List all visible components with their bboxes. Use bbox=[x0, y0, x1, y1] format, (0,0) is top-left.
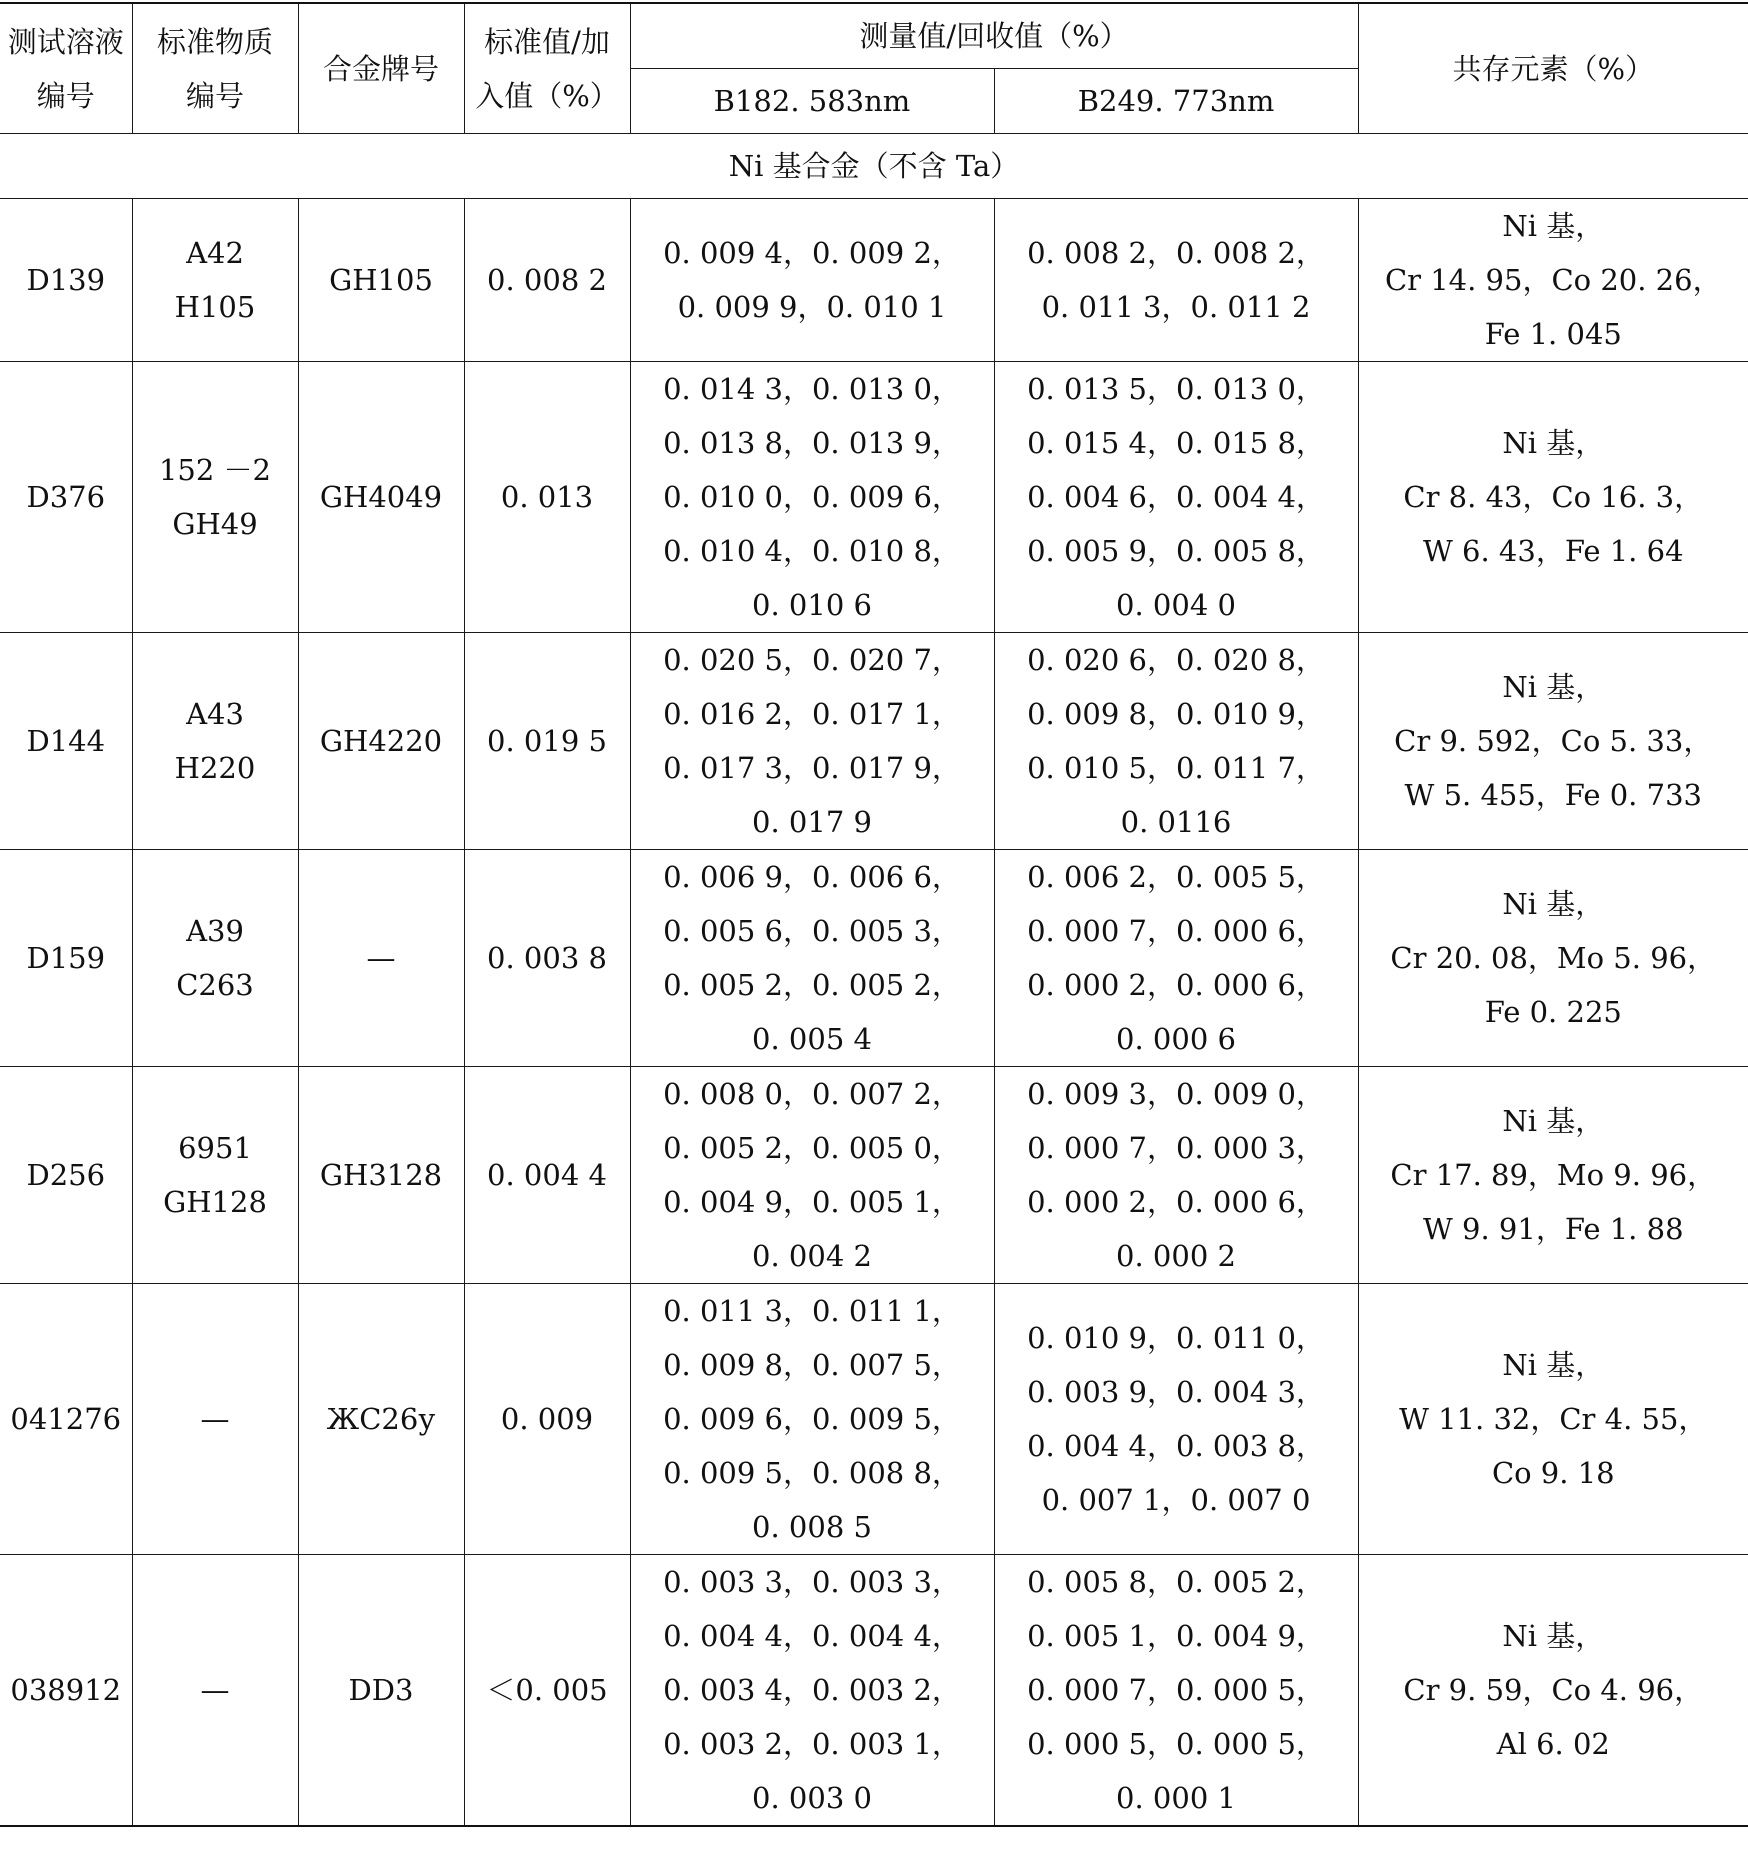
cell-line: 0. 016 2，0. 017 1， bbox=[663, 697, 961, 731]
cell-line: Cr 20. 08，Mo 5. 96， bbox=[1390, 941, 1717, 975]
cell-line: Fe 0. 225 bbox=[1484, 995, 1622, 1029]
cell-line: A42 bbox=[186, 236, 244, 270]
cell-measured-wl2 bbox=[994, 1284, 1358, 1555]
cell-line: Cr 9. 59，Co 4. 96， bbox=[1403, 1673, 1704, 1707]
cell-standard-value: 0. 019 5 bbox=[464, 633, 630, 850]
cell-measured-wl2 bbox=[994, 850, 1358, 1067]
cell-line: 0. 009 8，0. 007 5， bbox=[663, 1348, 961, 1382]
cell-line: 0. 009 9，0. 010 1 bbox=[677, 290, 947, 324]
cell-line: 0. 004 4，0. 003 8， bbox=[1027, 1429, 1325, 1463]
header-standard-value: 标准值/加 入值（%） bbox=[464, 3, 630, 134]
cell-line: 0. 020 6，0. 020 8， bbox=[1027, 643, 1325, 677]
cell-line: 0. 003 2，0. 003 1， bbox=[663, 1727, 961, 1761]
cell-coexisting-elements bbox=[1358, 362, 1748, 633]
cell-line: Ni 基， bbox=[1502, 1104, 1605, 1138]
header-measured-value: 测量值/回收值（%） bbox=[630, 3, 1358, 69]
cell-line: 0. 009 5，0. 008 8， bbox=[663, 1456, 961, 1490]
cell-line: Ni 基， bbox=[1502, 887, 1605, 921]
cell-measured-wl1 bbox=[630, 633, 994, 850]
cell-line: 0. 017 9 bbox=[752, 805, 872, 839]
cell-line: 0. 000 6 bbox=[1116, 1022, 1236, 1056]
cell-line: — bbox=[200, 1673, 230, 1707]
table-row bbox=[0, 1067, 1748, 1284]
cell-line: Ni 基， bbox=[1502, 670, 1605, 704]
cell-measured-wl1 bbox=[630, 199, 994, 362]
cell-line: 0. 000 5，0. 000 5， bbox=[1027, 1727, 1325, 1761]
cell-line: 0. 006 9，0. 006 6， bbox=[663, 860, 961, 894]
cell-solution-id: 038912 bbox=[0, 1555, 132, 1827]
cell-line: 0. 004 6，0. 004 4， bbox=[1027, 480, 1325, 514]
cell-alloy-grade: ЖС26у bbox=[298, 1284, 464, 1555]
cell-line: C263 bbox=[176, 968, 254, 1002]
cell-measured-wl1 bbox=[630, 850, 994, 1067]
cell-standard-value: ＜0. 005 bbox=[464, 1555, 630, 1827]
cell-coexisting-elements bbox=[1358, 633, 1748, 850]
cell-line: W 9. 91，Fe 1. 88 bbox=[1423, 1212, 1684, 1246]
cell-line: Co 9. 18 bbox=[1491, 1456, 1615, 1490]
cell-line: W 5. 455，Fe 0. 733 bbox=[1404, 778, 1702, 812]
cell-line: 0. 009 8，0. 010 9， bbox=[1027, 697, 1325, 731]
cell-coexisting-elements bbox=[1358, 1067, 1748, 1284]
cell-line: 0. 011 3，0. 011 1， bbox=[663, 1294, 961, 1328]
cell-line: 0. 006 2，0. 005 5， bbox=[1027, 860, 1325, 894]
cell-measured-wl2 bbox=[994, 362, 1358, 633]
cell-line: A43 bbox=[186, 697, 244, 731]
cell-line: 0. 010 5，0. 011 7， bbox=[1027, 751, 1325, 785]
cell-alloy-grade: GH4049 bbox=[298, 362, 464, 633]
cell-line: 0. 005 6，0. 005 3， bbox=[663, 914, 961, 948]
cell-line: 0. 017 3，0. 017 9， bbox=[663, 751, 961, 785]
cell-standard-id bbox=[132, 1284, 298, 1555]
header-standard-id: 标准物质 编号 bbox=[132, 3, 298, 134]
cell-line: H105 bbox=[174, 290, 256, 324]
cell-line: 0. 003 9，0. 004 3， bbox=[1027, 1375, 1325, 1409]
group-row bbox=[0, 134, 1748, 199]
cell-line: Ni 基， bbox=[1502, 1348, 1605, 1382]
cell-line: Al 6. 02 bbox=[1496, 1727, 1610, 1761]
cell-line: 0. 008 0，0. 007 2， bbox=[663, 1077, 961, 1111]
cell-line: 0. 008 2，0. 008 2， bbox=[1027, 236, 1325, 270]
cell-measured-wl2 bbox=[994, 1555, 1358, 1827]
cell-line: 0. 010 0，0. 009 6， bbox=[663, 480, 961, 514]
cell-coexisting-elements bbox=[1358, 1284, 1748, 1555]
cell-measured-wl2 bbox=[994, 633, 1358, 850]
cell-line: Ni 基， bbox=[1502, 209, 1605, 243]
cell-line: W 11. 32，Cr 4. 55， bbox=[1399, 1402, 1708, 1436]
cell-standard-id bbox=[132, 1555, 298, 1827]
cell-measured-wl1 bbox=[630, 1555, 994, 1827]
cell-line: 0. 004 9，0. 005 1， bbox=[663, 1185, 961, 1219]
cell-line: 0. 010 9，0. 011 0， bbox=[1027, 1321, 1325, 1355]
cell-line: 0. 003 3，0. 003 3， bbox=[663, 1565, 961, 1599]
cell-line: 0. 000 2，0. 000 6， bbox=[1027, 968, 1325, 1002]
cell-coexisting-elements bbox=[1358, 1555, 1748, 1827]
cell-line: 0. 004 2 bbox=[752, 1239, 872, 1273]
cell-line: 0. 010 4，0. 010 8， bbox=[663, 534, 961, 568]
cell-line: 0. 000 2，0. 000 6， bbox=[1027, 1185, 1325, 1219]
header-wavelength-1: B182. 583nm bbox=[630, 69, 994, 134]
cell-alloy-grade: DD3 bbox=[298, 1555, 464, 1827]
cell-line: — bbox=[200, 1402, 230, 1436]
cell-line: W 6. 43，Fe 1. 64 bbox=[1423, 534, 1684, 568]
cell-line: 152 －2 bbox=[158, 453, 272, 487]
cell-line: Fe 1. 045 bbox=[1484, 317, 1622, 351]
header-coexisting-elements: 共存元素（%） bbox=[1358, 3, 1748, 134]
cell-coexisting-elements bbox=[1358, 199, 1748, 362]
cell-alloy-grade: GH4220 bbox=[298, 633, 464, 850]
cell-line: GH49 bbox=[172, 507, 258, 541]
table-row bbox=[0, 362, 1748, 633]
cell-standard-value: 0. 004 4 bbox=[464, 1067, 630, 1284]
cell-standard-id bbox=[132, 199, 298, 362]
cell-line: 0. 000 7，0. 000 6， bbox=[1027, 914, 1325, 948]
cell-line: 0. 009 6，0. 009 5， bbox=[663, 1402, 961, 1436]
cell-standard-id bbox=[132, 850, 298, 1067]
cell-line: 0. 004 0 bbox=[1116, 588, 1236, 622]
cell-standard-id bbox=[132, 362, 298, 633]
cell-measured-wl1 bbox=[630, 1284, 994, 1555]
table-row bbox=[0, 1284, 1748, 1555]
cell-alloy-grade: — bbox=[298, 850, 464, 1067]
cell-line: Cr 8. 43，Co 16. 3， bbox=[1403, 480, 1704, 514]
cell-line: A39 bbox=[186, 914, 244, 948]
cell-alloy-grade: GH105 bbox=[298, 199, 464, 362]
cell-measured-wl2 bbox=[994, 1067, 1358, 1284]
cell-line: 0. 005 2，0. 005 2， bbox=[663, 968, 961, 1002]
header-alloy-grade: 合金牌号 bbox=[298, 3, 464, 134]
cell-solution-id: 041276 bbox=[0, 1284, 132, 1555]
cell-solution-id: D159 bbox=[0, 850, 132, 1067]
cell-line: 0. 005 4 bbox=[752, 1022, 872, 1056]
cell-line: 0. 005 9，0. 005 8， bbox=[1027, 534, 1325, 568]
cell-line: 0. 007 1，0. 007 0 bbox=[1041, 1483, 1311, 1517]
cell-line: GH128 bbox=[163, 1185, 267, 1219]
cell-line: 0. 010 6 bbox=[752, 588, 872, 622]
cell-standard-value: 0. 013 bbox=[464, 362, 630, 633]
header-wavelength-2: B249. 773nm bbox=[994, 69, 1358, 134]
cell-line: Ni 基， bbox=[1502, 426, 1605, 460]
cell-alloy-grade: GH3128 bbox=[298, 1067, 464, 1284]
cell-line: 0. 005 1，0. 004 9， bbox=[1027, 1619, 1325, 1653]
cell-coexisting-elements bbox=[1358, 850, 1748, 1067]
cell-line: 0. 015 4，0. 015 8， bbox=[1027, 426, 1325, 460]
header-row-1 bbox=[0, 3, 1748, 69]
cell-line: 0. 000 2 bbox=[1116, 1239, 1236, 1273]
data-table bbox=[0, 2, 1748, 1827]
cell-line: H220 bbox=[174, 751, 256, 785]
group-title: Ni 基合金（不含 Ta） bbox=[0, 134, 1748, 199]
cell-line: 0. 009 3，0. 009 0， bbox=[1027, 1077, 1325, 1111]
cell-line: 0. 003 4，0. 003 2， bbox=[663, 1673, 961, 1707]
cell-line: Ni 基， bbox=[1502, 1619, 1605, 1653]
cell-measured-wl1 bbox=[630, 362, 994, 633]
cell-measured-wl1 bbox=[630, 1067, 994, 1284]
cell-line: 0. 000 7，0. 000 5， bbox=[1027, 1673, 1325, 1707]
cell-solution-id: D256 bbox=[0, 1067, 132, 1284]
cell-line: 0. 0116 bbox=[1120, 805, 1232, 839]
cell-line: 0. 008 5 bbox=[752, 1510, 872, 1544]
cell-line: 0. 014 3，0. 013 0， bbox=[663, 372, 961, 406]
cell-measured-wl2 bbox=[994, 199, 1358, 362]
cell-solution-id: D144 bbox=[0, 633, 132, 850]
table-row bbox=[0, 1555, 1748, 1827]
cell-line: 0. 000 7，0. 000 3， bbox=[1027, 1131, 1325, 1165]
cell-line: 0. 009 4，0. 009 2， bbox=[663, 236, 961, 270]
table-row bbox=[0, 850, 1748, 1067]
cell-line: 0. 020 5，0. 020 7， bbox=[663, 643, 961, 677]
cell-standard-id bbox=[132, 1067, 298, 1284]
header-solution-id: 测试溶液 编号 bbox=[0, 3, 132, 134]
cell-standard-value: 0. 003 8 bbox=[464, 850, 630, 1067]
table-row bbox=[0, 633, 1748, 850]
cell-line: 0. 004 4，0. 004 4， bbox=[663, 1619, 961, 1653]
cell-line: 0. 013 8，0. 013 9， bbox=[663, 426, 961, 460]
cell-line: 0. 005 8，0. 005 2， bbox=[1027, 1565, 1325, 1599]
table-row bbox=[0, 199, 1748, 362]
cell-line: 6951 bbox=[178, 1131, 252, 1165]
cell-standard-id bbox=[132, 633, 298, 850]
cell-line: Cr 9. 592，Co 5. 33， bbox=[1394, 724, 1713, 758]
cell-standard-value: 0. 008 2 bbox=[464, 199, 630, 362]
cell-solution-id: D139 bbox=[0, 199, 132, 362]
cell-line: Cr 14. 95，Co 20. 26， bbox=[1384, 263, 1722, 297]
cell-line: 0. 005 2，0. 005 0， bbox=[663, 1131, 961, 1165]
cell-line: 0. 000 1 bbox=[1116, 1781, 1236, 1815]
cell-line: Cr 17. 89，Mo 9. 96， bbox=[1390, 1158, 1717, 1192]
cell-solution-id: D376 bbox=[0, 362, 132, 633]
cell-line: 0. 011 3，0. 011 2 bbox=[1041, 290, 1311, 324]
cell-line: 0. 003 0 bbox=[752, 1781, 872, 1815]
cell-line: 0. 013 5，0. 013 0， bbox=[1027, 372, 1325, 406]
cell-standard-value: 0. 009 bbox=[464, 1284, 630, 1555]
